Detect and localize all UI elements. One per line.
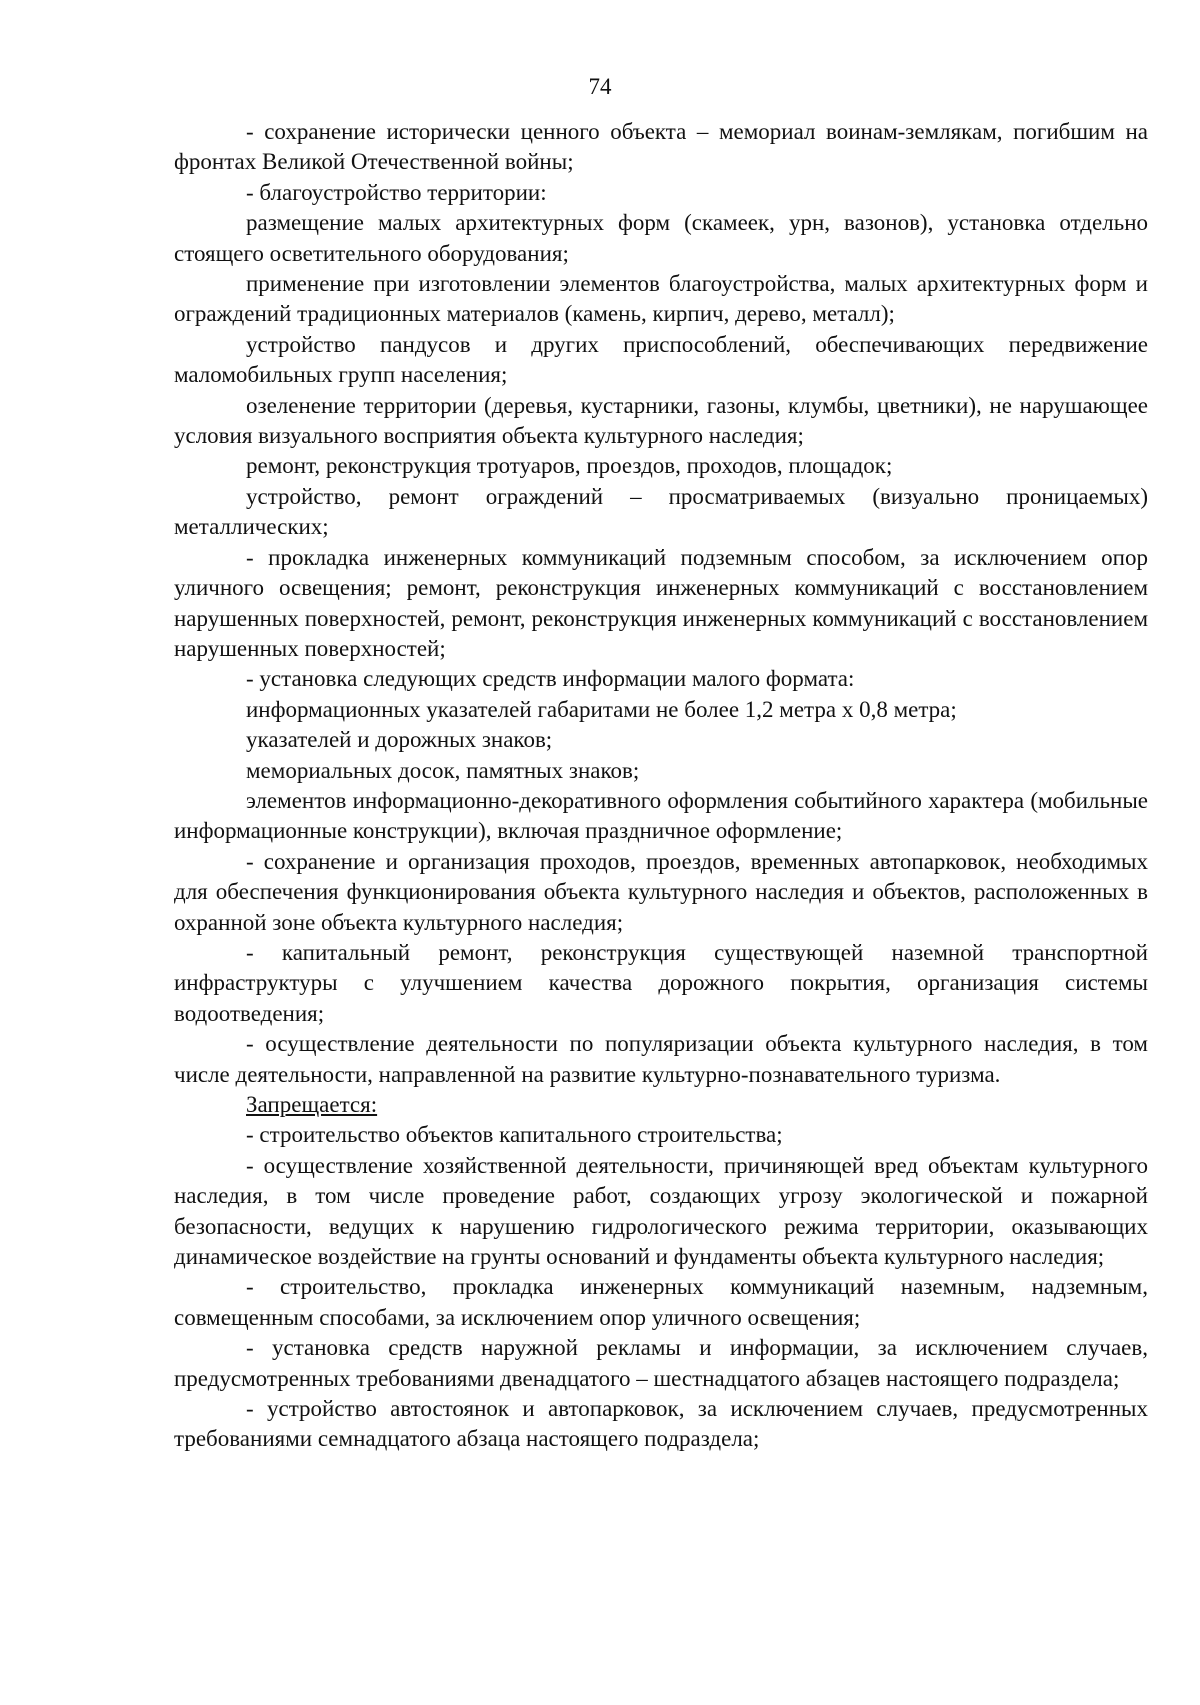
prohibited-item: - устройство автостоянок и автопарковок, за исключением случаев, предусмотренных требованиями семнадцатого абзаца настоящего подраздела;	[174, 1396, 1148, 1452]
prohibited-item: - установка средств наружной рекламы и информации, за исключением случаев, предусмотренных требованиями двенадцатого – шестнадцатого абзацев настоящего подраздела;	[174, 1335, 1148, 1391]
prohibited-item: - строительство, прокладка инженерных коммуникаций наземным, надземным, совмещенным способами, за исключением опор уличного освещения;	[174, 1274, 1148, 1330]
paragraph: ремонт, реконструкция тротуаров, проездов, проходов, площадок;	[246, 453, 893, 479]
paragraph: устройство пандусов и других приспособлений, обеспечивающих передвижение маломобильных групп населения;	[174, 331, 1148, 388]
prohibited-item: - строительство объектов капитального строительства;	[246, 1122, 783, 1148]
paragraph: размещение малых архитектурных форм (скамеек, урн, вазонов), установка отдельно стоящего осветительного оборудования;	[174, 210, 1148, 266]
paragraph: применение при изготовлении элементов благоустройства, малых архитектурных форм и ограждений традиционных материалов (камень, кирпич, дерево, металл);	[174, 271, 1148, 327]
paragraph: - сохранение и организация проходов, проездов, временных автопарковок, необходимых для обеспечения функционирования объекта культурного наследия и объектов, расположенных в охранной зоне объекта культурного наследия;	[174, 848, 1148, 935]
document-body	[174, 117, 1148, 1455]
paragraph: - благоустройство территории:	[246, 179, 547, 205]
paragraph: - установка следующих средств информации малого формата:	[246, 666, 855, 692]
paragraph: элементов информационно-декоративного оформления событийного характера (мобильные информационные конструкции), включая праздничное оформление;	[174, 787, 1148, 844]
paragraph: мемориальных досок, памятных знаков;	[246, 757, 640, 783]
prohibited-heading-line	[174, 1090, 1148, 1120]
paragraph: - сохранение исторически ценного объекта – мемориал воинам-землякам, погибшим на фронтах Великой Отечественной войны;	[174, 119, 1148, 175]
paragraph: указателей и дорожных знаков;	[246, 727, 553, 753]
paragraph: информационных указателей габаритами не более 1,2 метра х 0,8 метра;	[246, 696, 957, 722]
paragraph: - прокладка инженерных коммуникаций подземным способом, за исключением опор уличного освещения; ремонт, реконструкция инженерных коммуникаций с восстановлением нарушенных поверхностей, ремонт, реконструкция инженерных коммуникаций с восстановлением нарушенных поверхностей;	[174, 544, 1148, 661]
paragraph: устройство, ремонт ограждений – просматриваемых (визуально проницаемых) металлических;	[174, 483, 1148, 540]
prohibited-heading: Запрещается:	[246, 1092, 378, 1117]
page-number: 74	[588, 74, 612, 99]
paragraph: озеленение территории (деревья, кустарники, газоны, клумбы, цветники), не нарушающее условия визуального восприятия объекта культурного наследия;	[174, 392, 1148, 449]
prohibited-item: - осуществление хозяйственной деятельности, причиняющей вред объектам культурного наследия, в том числе проведение работ, создающих угрозу экологической и пожарной безопасности, ведущих к нарушению гидрологического режима территории, оказывающих динамическое воздействие на грунты оснований и фундаменты объекта культурного наследия;	[174, 1152, 1148, 1270]
paragraph: - осуществление деятельности по популяризации объекта культурного наследия, в том числе деятельности, направленной на развитие культурно-познавательного туризма.	[174, 1031, 1148, 1087]
paragraph: - капитальный ремонт, реконструкция существующей наземной транспортной инфраструктуры с улучшением качества дорожного покрытия, организация системы водоотведения;	[174, 939, 1148, 1026]
